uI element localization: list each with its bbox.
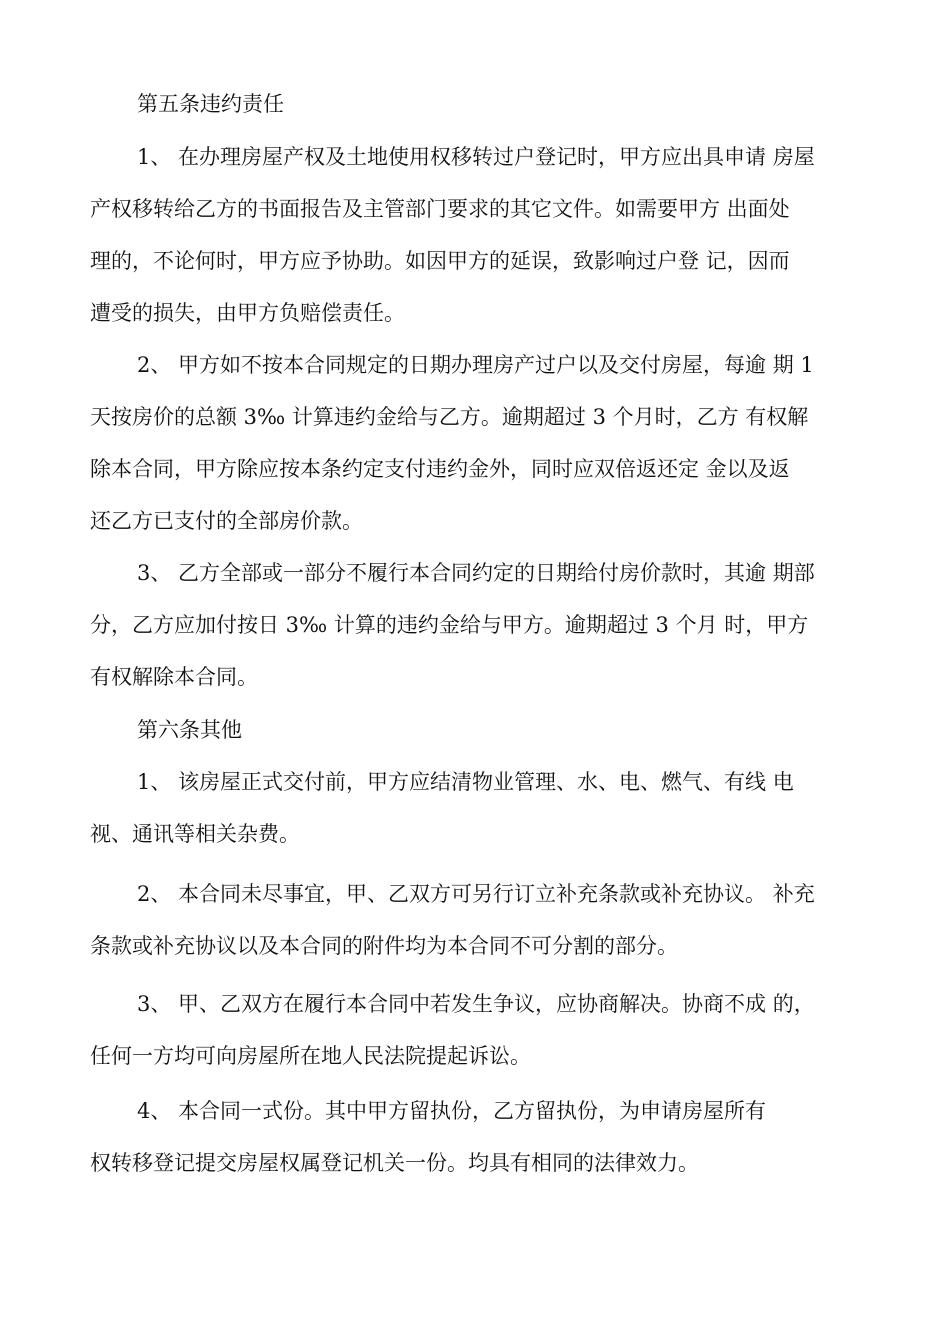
section-5-para-2-line-3: 除本合同，甲方除应按本条约定支付违约金外，同时应双倍返还定 金以及返 [90,457,790,481]
section-5-para-2-line-2: 天按房价的总额 3‰ 计算违约金给与乙方。逾期超过 3 个月时，乙方 有权解 [90,405,809,429]
section-5-para-1-line-3: 理的，不论何时，甲方应予协助。如因甲方的延误，致影响过户登 记，因而 [90,249,790,273]
section-5-para-1-line-1: 1、 在办理房屋产权及土地使用权移转过户登记时，甲方应出具申请 房屋 [137,145,815,169]
section-5-para-3-line-2: 分，乙方应加付按日 3‰ 计算的违约金给与甲方。逾期超过 3 个月 时，甲方 [90,613,809,637]
section-6-para-2-line-1: 2、 本合同未尽事宜，甲、乙双方可另行订立补充条款或补充协议。 补充 [137,882,815,906]
section-5-heading: 第五条违约责任 [137,92,284,116]
section-6-para-3-line-2: 任何一方均可向房屋所在地人民法院提起诉讼。 [90,1044,531,1068]
section-6-para-1-line-2: 视、通讯等相关杂费。 [90,822,300,846]
section-6-para-1-line-1: 1、 该房屋正式交付前，甲方应结清物业管理、水、电、燃气、有线 电 [137,770,794,794]
section-6-para-4-line-2: 权转移登记提交房屋权属登记机关一份。均具有相同的法律效力。 [90,1151,699,1175]
section-6-heading: 第六条其他 [137,718,242,742]
section-5-para-3-line-1: 3、 乙方全部或一部分不履行本合同约定的日期给付房价款时，其逾 期部 [137,561,815,585]
section-6-para-4-line-1: 4、 本合同一式份。其中甲方留执份，乙方留执份，为申请房屋所有 [137,1099,767,1123]
section-6-para-3-line-1: 3、 甲、乙双方在履行本合同中若发生争议，应协商解决。协商不成 的， [137,992,815,1016]
section-5-para-1-line-2: 产权移转给乙方的书面报告及主管部门要求的其它文件。如需要甲方 出面处 [90,197,790,221]
section-6-para-2-line-2: 条款或补充协议以及本合同的附件均为本合同不可分割的部分。 [90,934,678,958]
section-5-para-3-line-3: 有权解除本合同。 [90,665,258,689]
section-5-para-1-line-4: 遭受的损失，由甲方负赔偿责任。 [90,301,405,325]
section-5-para-2-line-1: 2、 甲方如不按本合同规定的日期办理房产过户以及交付房屋，每逾 期 1 [137,353,814,377]
section-5-para-2-line-4: 还乙方已支付的全部房价款。 [90,509,363,533]
